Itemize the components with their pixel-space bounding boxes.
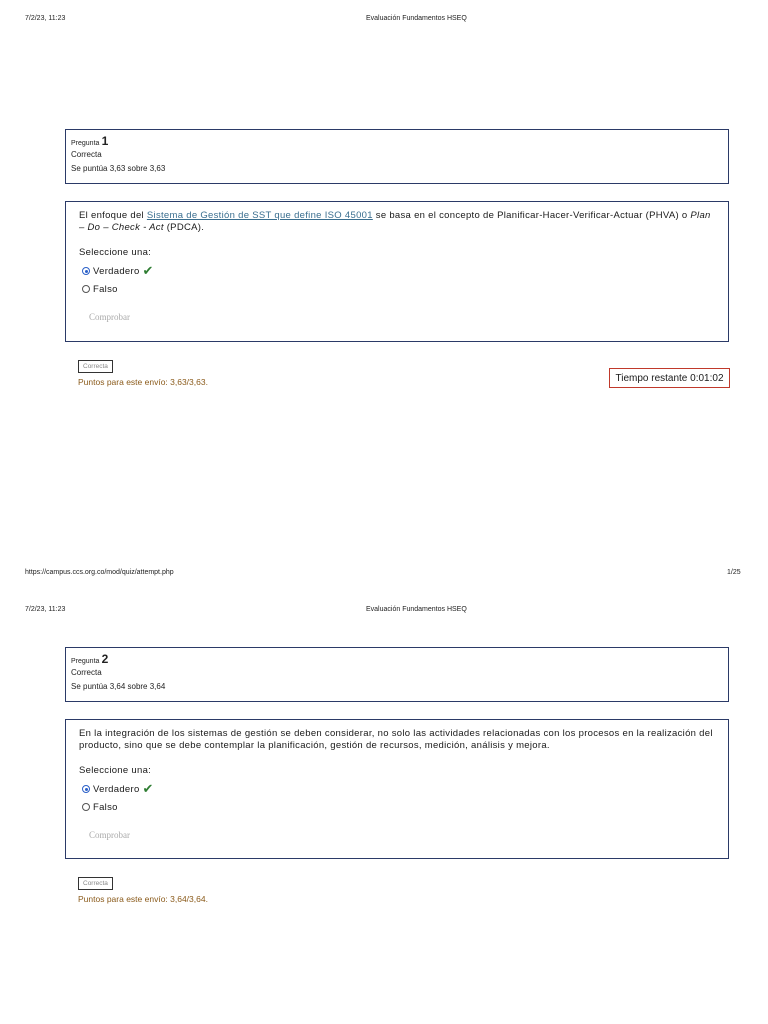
radio-selected-icon[interactable]	[82, 785, 90, 793]
option-label: Falso	[93, 283, 118, 295]
question-number: 2	[101, 652, 109, 666]
print-url: https://campus.ccs.org.co/mod/quiz/attempt.php	[25, 569, 174, 576]
print-page-number: 1/25	[727, 569, 741, 576]
print-title: Evaluación Fundamentos HSEQ	[366, 15, 467, 22]
question-link[interactable]: Sistema de Gestión de SST que define ISO 45001	[146, 210, 373, 221]
check-button[interactable]: Comprobar	[89, 830, 130, 840]
question-text-part: (PDCA).	[163, 222, 205, 233]
question-status: Correcta	[71, 150, 102, 159]
answer-prompt: Seleccione una:	[79, 247, 152, 258]
question-2-content	[65, 719, 729, 859]
points-text: Puntos para este envío: 3,64/3,64.	[78, 894, 208, 904]
question-1-content	[65, 201, 729, 342]
question-text	[66, 202, 728, 234]
print-datetime: 7/2/23, 11:23	[25, 606, 66, 613]
check-button[interactable]: Comprobar	[89, 312, 130, 322]
question-number: 1	[101, 134, 109, 148]
question-score: Se puntúa 3,63 sobre 3,63	[71, 164, 166, 173]
print-title: Evaluación Fundamentos HSEQ	[366, 606, 467, 613]
option-label: Verdadero	[93, 783, 140, 795]
result-badge: Correcta	[78, 360, 113, 373]
question-label: Pregunta	[71, 658, 100, 665]
result-badge: Correcta	[78, 877, 113, 890]
option-true[interactable]	[66, 262, 728, 280]
points-text: Puntos para este envío: 3,63/3,63.	[78, 377, 208, 387]
answer-prompt: Seleccione una:	[79, 765, 152, 776]
question-text: En la integración de los sistemas de gestión se deben considerar, no solo las actividades relacionadas con los procesos en la realización del producto, sino que se debe contemplar la planificación, gestión de recursos, medición, análisis y mejora.	[79, 728, 713, 751]
question-2-info	[65, 647, 729, 702]
question-text-part: El enfoque del	[79, 210, 147, 221]
question-score: Se puntúa 3,64 sobre 3,64	[71, 682, 166, 691]
radio-unselected-icon[interactable]	[82, 285, 90, 293]
radio-unselected-icon[interactable]	[82, 803, 90, 811]
question-1-info	[65, 129, 729, 184]
option-label: Falso	[93, 801, 118, 813]
checkmark-icon: ✔	[142, 263, 154, 278]
question-text-part: se basa en el concepto de Planificar-Hacer-Verificar-Actuar (PHVA) o	[372, 210, 691, 221]
option-true[interactable]	[66, 780, 728, 798]
print-datetime: 7/2/23, 11:23	[25, 15, 66, 22]
option-label: Verdadero	[93, 265, 140, 277]
radio-selected-icon[interactable]	[82, 267, 90, 275]
option-false[interactable]	[66, 798, 728, 816]
option-false[interactable]	[66, 280, 728, 298]
checkmark-icon: ✔	[142, 781, 154, 796]
question-status: Correcta	[71, 668, 102, 677]
timer-remaining: Tiempo restante 0:01:02	[609, 368, 730, 388]
question-text-italic: Plan – Do – Check - Act	[79, 210, 711, 233]
question-label: Pregunta	[71, 140, 100, 147]
